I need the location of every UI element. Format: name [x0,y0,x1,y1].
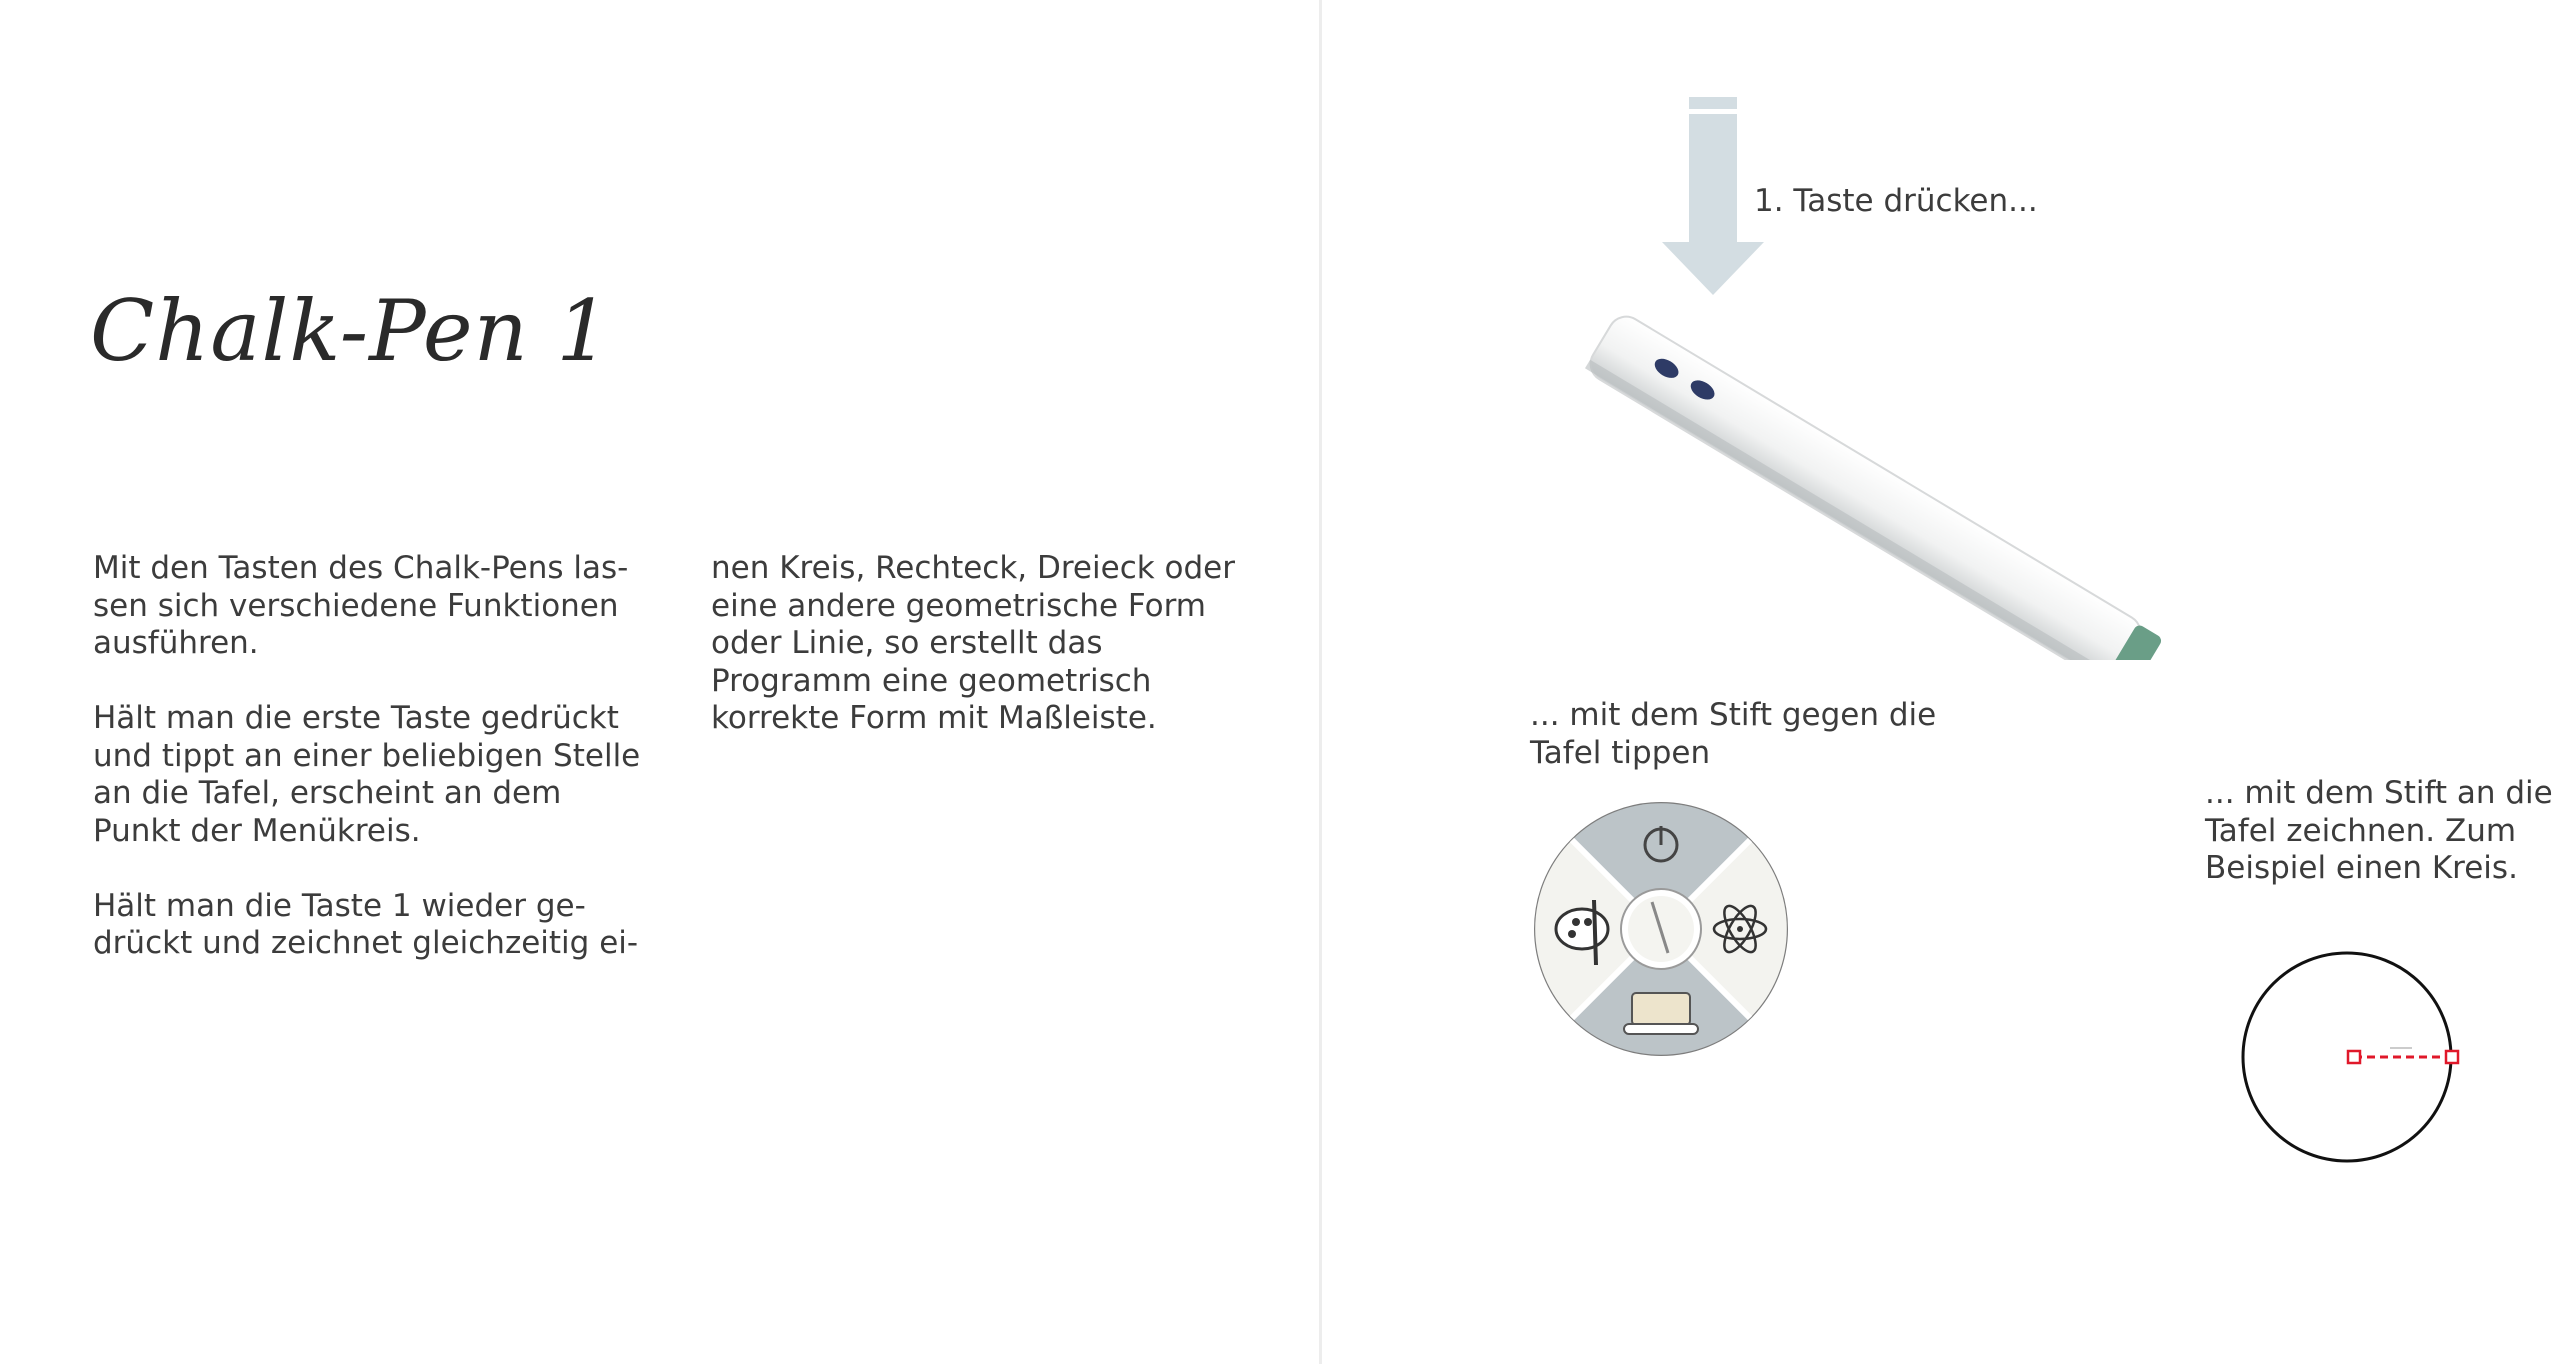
paragraph: Hält man die erste Taste gedrückt und tippt an einer beliebigen Stelle an die Tafel, erscheint an dem Punkt der Menükreis. [93,700,641,849]
paragraph: Mit den Tasten des Chalk-Pens las- sen sich verschiedene Funktionen ausführen. [93,550,629,661]
drawn-circle-icon [2240,950,2460,1170]
menu-circle-icon [1532,800,1790,1058]
paragraph: Hält man die Taste 1 wieder ge- drückt und zeichnet gleichzeitig ei- [93,887,639,961]
page-divider [1319,0,1322,1364]
down-arrow-icon [1660,95,1765,300]
text-column-1 [93,550,653,1000]
text-column-2 [711,550,1271,775]
chalk-pen-image [1560,280,2340,660]
step-1-caption: 1. Taste drücken... [1754,183,2038,219]
step-2-caption: ... mit dem Stift gegen die Tafel tippen [1530,697,1937,771]
page-title: Chalk-Pen 1 [90,282,611,380]
step-3-caption: ... mit dem Stift an die Tafel zeichnen. Zum Beispiel einen Kreis. [2205,775,2553,886]
paragraph: nen Kreis, Rechteck, Dreieck oder eine andere geometrische Form oder Linie, so erstellt das Programm eine geometrisch korrekte Form mit Maßleiste. [711,550,1236,736]
